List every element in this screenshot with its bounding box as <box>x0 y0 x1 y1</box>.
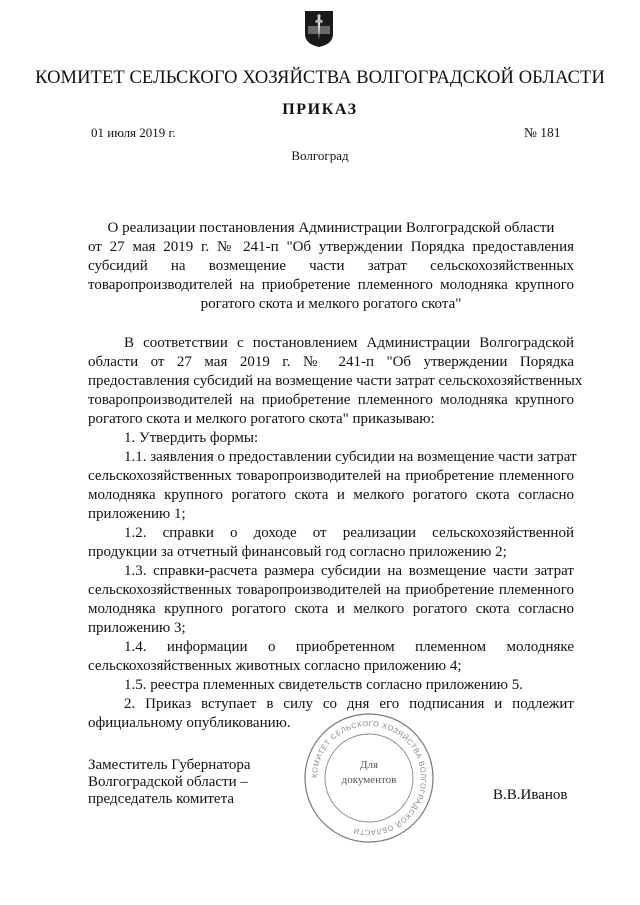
document-type: ПРИКАЗ <box>282 101 358 118</box>
body-line: приложению 3; <box>88 620 186 636</box>
stamp-ring-text: КОМИТЕТ СЕЛЬСКОГО ХОЗЯЙСТВА ВОЛГОГРАДСКОЙ ОБЛАСТИ <box>309 718 429 838</box>
body-line: приложению 1; <box>88 506 186 522</box>
document-city: Волгоград <box>291 148 349 163</box>
order-body <box>88 334 583 733</box>
body-line: предоставления субсидий на возмещение части затрат сельскохозяйственных <box>88 373 583 389</box>
body-line: 1.4. информации о приобретенном племенном молодняке <box>124 639 574 655</box>
signatory-position-line: председатель комитета <box>88 791 234 807</box>
order-subject <box>88 219 574 314</box>
subject-line: рогатого скота и мелкого рогатого скота" <box>200 296 462 312</box>
body-line: В соответствии с постановлением Администрации Волгоградской <box>124 335 574 351</box>
stamp-center-line: документов <box>341 774 397 786</box>
subject-line: от 27 мая 2019 г. № 241-п "Об утверждении Порядка предоставления <box>88 239 574 255</box>
official-stamp <box>301 710 437 846</box>
organization-title: КОМИТЕТ СЕЛЬСКОГО ХОЗЯЙСТВА ВОЛГОГРАДСКОЙ ОБЛАСТИ <box>35 68 605 88</box>
body-line: 1.1. заявления о предоставлении субсидии на возмещение части затрат <box>124 449 577 465</box>
stamp-center-line: Для <box>359 759 379 771</box>
document-number: № 181 <box>524 125 561 140</box>
subject-line: товаропроизводителей на приобретение племенного молодняка крупного <box>88 277 574 293</box>
document-date: 01 июля 2019 г. <box>91 125 176 140</box>
body-line: области от 27 мая 2019 г. № 241-п "Об утверждении Порядка <box>88 354 574 370</box>
body-line: молодняка крупного рогатого скота и мелкого рогатого скота согласно <box>88 487 574 503</box>
body-line: 1. Утвердить формы: <box>124 430 259 446</box>
body-line: товаропроизводителей на приобретение племенного молодняка крупного <box>88 392 574 408</box>
body-line: 2. Приказ вступает в силу со дня его подписания и подлежит <box>124 696 574 712</box>
signatory-position <box>88 757 251 808</box>
body-line: рогатого скота и мелкого рогатого скота" приказываю: <box>88 411 435 427</box>
body-line: сельскохозяйственных животных согласно приложению 4; <box>88 658 462 674</box>
coat-of-arms-emblem <box>304 10 334 48</box>
body-line: продукции за отчетный финансовый год согласно приложению 2; <box>88 544 507 560</box>
body-line: 1.5. реестра племенных свидетельств согласно приложению 5. <box>124 677 523 693</box>
signatory-name: В.В.Иванов <box>493 787 568 803</box>
body-line: сельскохозяйственных товаропроизводителей на приобретение племенного <box>88 468 574 484</box>
body-line: 1.3. справки-расчета размера субсидии на возмещение части затрат <box>124 563 574 579</box>
subject-line: субсидий на возмещение части затрат сельскохозяйственных <box>88 258 574 274</box>
signatory-position-line: Волгоградской области – <box>88 774 248 790</box>
body-line: 1.2. справки о доходе от реализации сельскохозяйственной <box>124 525 574 541</box>
subject-line: О реализации постановления Администрации Волгоградской области <box>107 220 555 236</box>
body-line: сельскохозяйственных товаропроизводителей на приобретение племенного <box>88 582 574 598</box>
body-line: молодняка крупного рогатого скота и мелкого рогатого скота согласно <box>88 601 574 617</box>
signatory-position-line: Заместитель Губернатора <box>88 757 251 773</box>
body-line: официальному опубликованию. <box>88 715 291 731</box>
